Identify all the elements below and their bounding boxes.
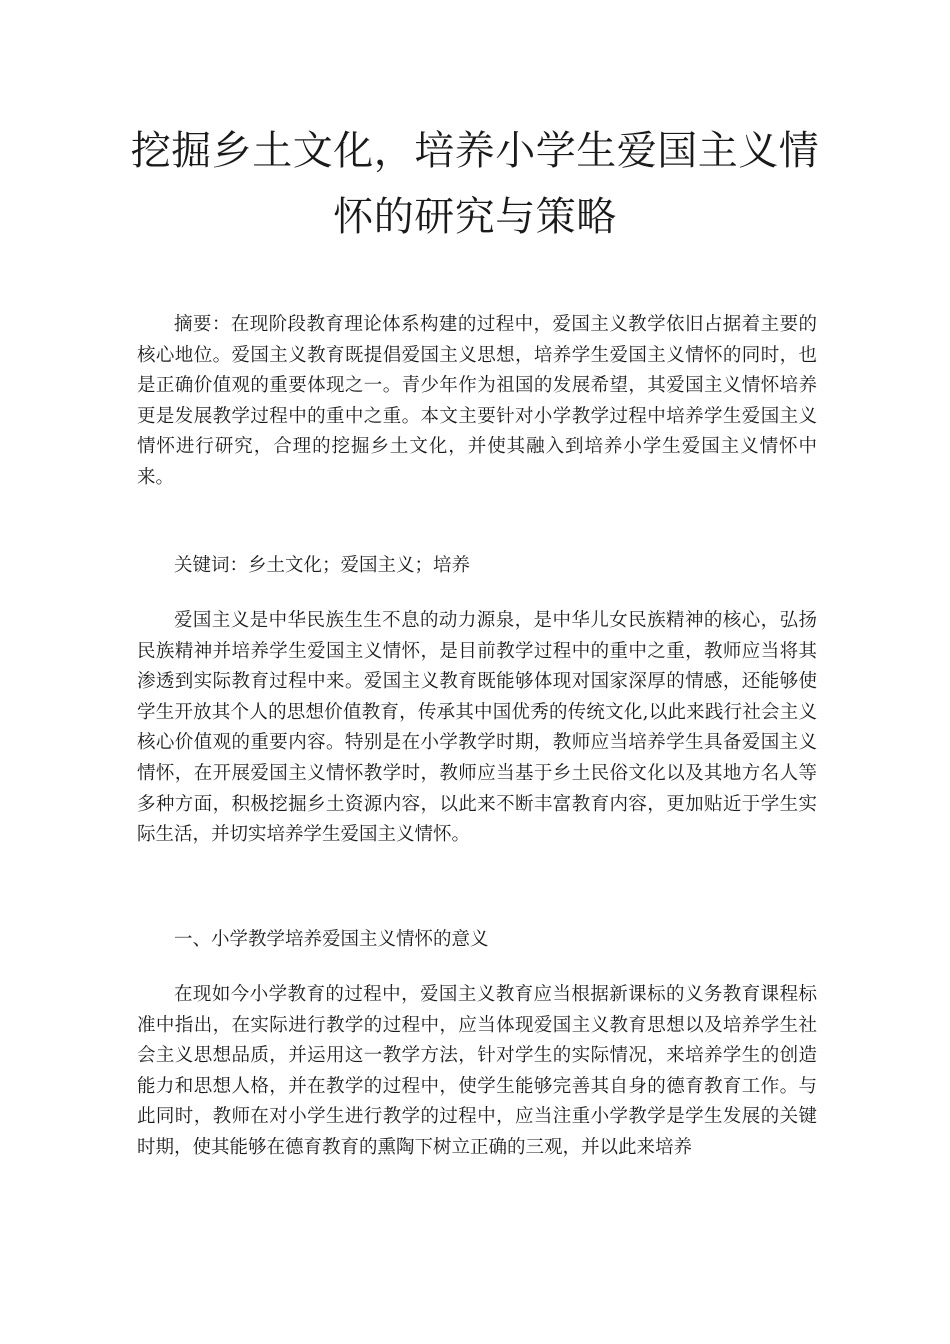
- title-line-1: 挖掘乡土文化，培养小学生爱国主义情: [130, 128, 820, 174]
- intro-paragraph: 爱国主义是中华民族生生不息的动力源泉，是中华儿女民族精神的核心，弘扬民族精神并培养学生爱国主义情怀，是目前教学过程中的重中之重，教师应当将其渗透到实际教育过程中来。爱国主义教育既能够体现对国家深厚的情感，还能够使学生开放其个人的思想价值教育，传承其中国优秀的传统文化,以此来践行社会主义核心价值观的重要内容。特别是在小学教学时期，教师应当培养学生具备爱国主义情怀，在开展爱国主义情怀教学时，教师应当基于乡土民俗文化以及其地方名人等多种方面，积极挖掘乡土资源内容，以此来不断丰富教育内容，更加贴近于学生实际生活，并切实培养学生爱国主义情怀。: [137, 610, 817, 846]
- section-paragraph: 在现如今小学教育的过程中，爱国主义教育应当根据新课标的义务教育课程标准中指出，在实际进行教学的过程中，应当体现爱国主义教育思想以及培养学生社会主义思想品质，并运用这一教学方法，针对学生的实际情况，来培养学生的创造能力和思想人格，并在教学的过程中，使学生能够完善其自身的德育教育工作。与此同时，教师在对小学生进行教学的过程中，应当注重小学教学是学生发展的关键时期，使其能够在德育教育的熏陶下树立正确的三观，并以此来培养: [137, 984, 817, 1158]
- title-line-2: 怀的研究与策略: [333, 194, 617, 240]
- abstract-paragraph: 摘要：在现阶段教育理论体系构建的过程中，爱国主义教学依旧占据着主要的核心地位。爱国主义教育既提倡爱国主义思想，培养学生爱国主义情怀的同时，也是正确价值观的重要体现之一。青少年作为祖国的发展希望，其爱国主义情怀培养更是发展教学过程中的重中之重。本文主要针对小学教学过程中培养学生爱国主义情怀进行研究，合理的挖掘乡土文化，并使其融入到培养小学生爱国主义情怀中来。: [137, 314, 817, 488]
- document-title: [0, 118, 950, 250]
- keywords-line: 关键词：乡土文化；爱国主义；培养: [174, 555, 471, 576]
- section-heading: 一、小学教学培养爱国主义情怀的意义: [174, 929, 489, 950]
